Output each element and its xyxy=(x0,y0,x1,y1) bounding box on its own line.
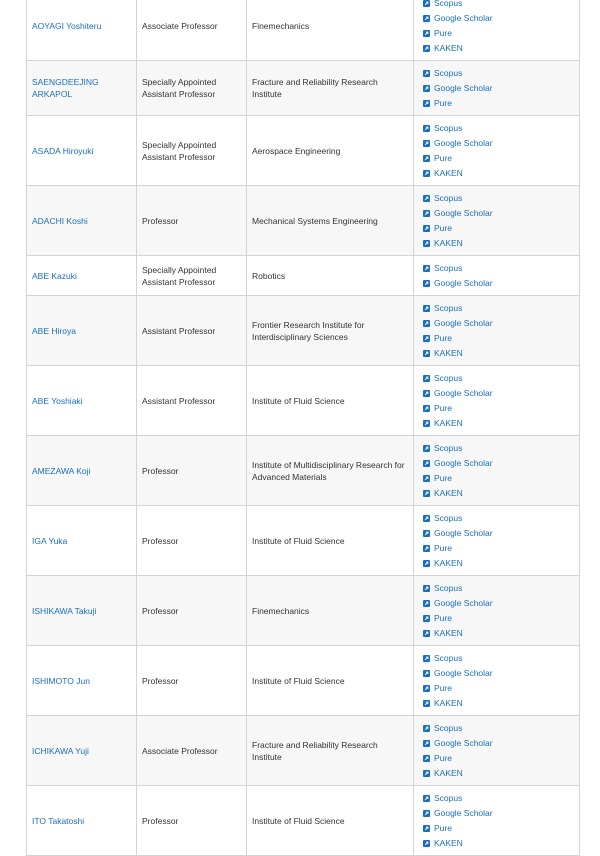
link-label[interactable]: KAKEN xyxy=(434,698,463,708)
link-label[interactable]: Pure xyxy=(434,223,452,233)
table-row xyxy=(27,256,580,296)
link-label[interactable]: Scopus xyxy=(434,263,463,273)
link-label[interactable]: Scopus xyxy=(434,513,463,523)
external-link-google-scholar[interactable] xyxy=(423,526,574,541)
external-link-icon xyxy=(423,280,430,287)
link-label[interactable]: Google Scholar xyxy=(434,668,493,678)
table-row xyxy=(27,716,580,786)
faculty-table xyxy=(26,0,580,856)
external-link-scopus[interactable] xyxy=(423,511,574,526)
external-link-pure[interactable] xyxy=(423,541,574,556)
department: Institute of Fluid Science xyxy=(247,366,414,436)
links-cell xyxy=(414,366,580,436)
external-link-google-scholar[interactable] xyxy=(423,276,574,291)
external-link-icon xyxy=(423,600,430,607)
link-label[interactable]: KAKEN xyxy=(434,838,463,848)
link-label[interactable]: Pure xyxy=(434,98,452,108)
external-link-kaken[interactable] xyxy=(423,556,574,571)
department: Frontier Research Institute for Interdisciplinary Sciences xyxy=(247,296,414,366)
external-link-icon xyxy=(423,515,430,522)
department: Mechanical Systems Engineering xyxy=(247,186,414,256)
department: Robotics xyxy=(247,256,414,296)
department: Institute of Multidisciplinary Research for Advanced Materials xyxy=(247,436,414,506)
external-link-google-scholar[interactable] xyxy=(423,596,574,611)
external-link-google-scholar[interactable] xyxy=(423,206,574,221)
link-label[interactable]: Scopus xyxy=(434,303,463,313)
position-title: Professor xyxy=(137,576,247,646)
external-link-icon xyxy=(423,420,430,427)
external-link-scopus[interactable] xyxy=(423,651,574,666)
external-link-pure[interactable] xyxy=(423,681,574,696)
name-cell xyxy=(27,786,137,856)
name-cell xyxy=(27,366,137,436)
external-link-kaken[interactable] xyxy=(423,236,574,251)
link-label[interactable]: KAKEN xyxy=(434,43,463,53)
link-label[interactable]: Scopus xyxy=(434,443,463,453)
link-label[interactable]: Scopus xyxy=(434,0,463,8)
external-link-icon xyxy=(423,0,430,7)
external-link-icon xyxy=(423,265,430,272)
link-label[interactable]: Pure xyxy=(434,333,452,343)
link-label[interactable]: Google Scholar xyxy=(434,138,493,148)
external-link-scopus[interactable] xyxy=(423,66,574,81)
links-cell xyxy=(414,0,580,61)
faculty-name-link[interactable]: ABE Hiroya xyxy=(32,325,76,336)
table-row xyxy=(27,116,580,186)
external-link-icon xyxy=(423,615,430,622)
external-link-google-scholar[interactable] xyxy=(423,81,574,96)
faculty-name-link[interactable]: ASADA Hiroyuki xyxy=(32,145,94,156)
external-link-icon xyxy=(423,85,430,92)
external-link-scopus[interactable] xyxy=(423,441,574,456)
name-cell xyxy=(27,256,137,296)
external-link-icon xyxy=(423,225,430,232)
links-cell xyxy=(414,116,580,186)
external-link-icon xyxy=(423,545,430,552)
external-link-icon xyxy=(423,140,430,147)
table-row xyxy=(27,576,580,646)
external-link-kaken[interactable] xyxy=(423,696,574,711)
external-link-google-scholar[interactable] xyxy=(423,316,574,331)
link-label[interactable]: KAKEN xyxy=(434,488,463,498)
faculty-name-link[interactable]: ICHIKAWA Yuji xyxy=(32,745,89,756)
faculty-name-link[interactable]: AMEZAWA Koji xyxy=(32,465,91,476)
link-label[interactable]: Pure xyxy=(434,613,452,623)
link-label[interactable]: Pure xyxy=(434,153,452,163)
position-title: Assistant Professor xyxy=(137,366,247,436)
links-cell xyxy=(414,646,580,716)
department: Institute of Fluid Science xyxy=(247,786,414,856)
link-label[interactable]: Pure xyxy=(434,473,452,483)
external-link-icon xyxy=(423,725,430,732)
link-label[interactable]: Pure xyxy=(434,823,452,833)
link-label[interactable]: Pure xyxy=(434,28,452,38)
external-link-kaken[interactable] xyxy=(423,416,574,431)
external-link-kaken[interactable] xyxy=(423,486,574,501)
external-link-icon xyxy=(423,15,430,22)
link-label[interactable]: Scopus xyxy=(434,373,463,383)
links-cell xyxy=(414,716,580,786)
department: Finemechanics xyxy=(247,0,414,61)
link-label[interactable]: Scopus xyxy=(434,723,463,733)
external-link-icon xyxy=(423,210,430,217)
external-link-kaken[interactable] xyxy=(423,836,574,851)
department: Aerospace Engineering xyxy=(247,116,414,186)
position-title: Professor xyxy=(137,646,247,716)
faculty-name-link[interactable]: ABE Kazuki xyxy=(32,270,77,281)
position-title: Professor xyxy=(137,506,247,576)
name-cell xyxy=(27,506,137,576)
link-label[interactable]: KAKEN xyxy=(434,168,463,178)
name-cell xyxy=(27,116,137,186)
external-link-icon xyxy=(423,445,430,452)
external-link-icon xyxy=(423,560,430,567)
table-row xyxy=(27,436,580,506)
link-label[interactable]: Scopus xyxy=(434,68,463,78)
external-link-kaken[interactable] xyxy=(423,626,574,641)
external-link-kaken[interactable] xyxy=(423,41,574,56)
links-cell xyxy=(414,61,580,116)
external-link-google-scholar[interactable] xyxy=(423,736,574,751)
external-link-icon xyxy=(423,770,430,777)
external-link-icon xyxy=(423,100,430,107)
faculty-name-link[interactable]: AOYAGI Yoshiteru xyxy=(32,20,102,31)
position-title: Professor xyxy=(137,186,247,256)
position-title: Professor xyxy=(137,436,247,506)
external-link-google-scholar[interactable] xyxy=(423,666,574,681)
external-link-scopus[interactable] xyxy=(423,791,574,806)
external-link-icon xyxy=(423,305,430,312)
external-link-icon xyxy=(423,405,430,412)
external-link-pure[interactable] xyxy=(423,26,574,41)
external-link-google-scholar[interactable] xyxy=(423,456,574,471)
faculty-name-link[interactable]: IGA Yuka xyxy=(32,535,68,546)
link-label[interactable]: Pure xyxy=(434,543,452,553)
external-link-scopus[interactable] xyxy=(423,261,574,276)
name-cell xyxy=(27,646,137,716)
faculty-name-link[interactable]: ISHIKAWA Takuji xyxy=(32,605,97,616)
position-title: Specially Appointed Assistant Professor xyxy=(137,61,247,116)
department: Institute of Fluid Science xyxy=(247,646,414,716)
external-link-pure[interactable] xyxy=(423,611,574,626)
name-cell xyxy=(27,296,137,366)
external-link-kaken[interactable] xyxy=(423,346,574,361)
faculty-name-link[interactable]: ABE Yoshiaki xyxy=(32,395,83,406)
name-cell xyxy=(27,716,137,786)
external-link-scopus[interactable] xyxy=(423,581,574,596)
external-link-pure[interactable] xyxy=(423,751,574,766)
external-link-icon xyxy=(423,840,430,847)
external-link-google-scholar[interactable] xyxy=(423,806,574,821)
link-label[interactable]: Pure xyxy=(434,753,452,763)
external-link-pure[interactable] xyxy=(423,471,574,486)
link-label[interactable]: KAKEN xyxy=(434,418,463,428)
table-row xyxy=(27,186,580,256)
link-label[interactable]: Pure xyxy=(434,683,452,693)
external-link-icon xyxy=(423,390,430,397)
external-link-icon xyxy=(423,825,430,832)
external-link-kaken[interactable] xyxy=(423,766,574,781)
external-link-icon xyxy=(423,630,430,637)
external-link-icon xyxy=(423,490,430,497)
faculty-name-link[interactable]: ISHIMOTO Jun xyxy=(32,675,90,686)
external-link-icon xyxy=(423,700,430,707)
external-link-icon xyxy=(423,125,430,132)
external-link-icon xyxy=(423,685,430,692)
position-title: Associate Professor xyxy=(137,0,247,61)
position-title: Professor xyxy=(137,786,247,856)
external-link-scopus[interactable] xyxy=(423,0,574,11)
links-cell xyxy=(414,186,580,256)
external-link-scopus[interactable] xyxy=(423,371,574,386)
link-label[interactable]: Google Scholar xyxy=(434,388,493,398)
link-label[interactable]: Google Scholar xyxy=(434,528,493,538)
external-link-pure[interactable] xyxy=(423,96,574,111)
external-link-icon xyxy=(423,350,430,357)
external-link-pure[interactable] xyxy=(423,821,574,836)
link-label[interactable]: Google Scholar xyxy=(434,598,493,608)
external-link-icon xyxy=(423,240,430,247)
external-link-scopus[interactable] xyxy=(423,121,574,136)
external-link-icon xyxy=(423,810,430,817)
link-label[interactable]: Scopus xyxy=(434,583,463,593)
link-label[interactable]: Google Scholar xyxy=(434,808,493,818)
external-link-icon xyxy=(423,670,430,677)
external-link-google-scholar[interactable] xyxy=(423,386,574,401)
table-row xyxy=(27,296,580,366)
link-label[interactable]: Google Scholar xyxy=(434,278,493,288)
links-cell xyxy=(414,786,580,856)
faculty-name-link[interactable]: ITO Takatoshi xyxy=(32,815,85,826)
external-link-pure[interactable] xyxy=(423,401,574,416)
position-title: Associate Professor xyxy=(137,716,247,786)
external-link-icon xyxy=(423,30,430,37)
external-link-pure[interactable] xyxy=(423,151,574,166)
table-row xyxy=(27,506,580,576)
faculty-name-link[interactable]: SAENGDEEJING ARKAPOL xyxy=(32,77,99,99)
department: Institute of Fluid Science xyxy=(247,506,414,576)
links-cell xyxy=(414,436,580,506)
link-label[interactable]: KAKEN xyxy=(434,558,463,568)
link-label[interactable]: Google Scholar xyxy=(434,738,493,748)
links-cell xyxy=(414,256,580,296)
external-link-icon xyxy=(423,755,430,762)
link-label[interactable]: Scopus xyxy=(434,123,463,133)
link-label[interactable]: KAKEN xyxy=(434,628,463,638)
external-link-icon xyxy=(423,375,430,382)
link-label[interactable]: Google Scholar xyxy=(434,13,493,23)
department: Finemechanics xyxy=(247,576,414,646)
position-title: Specially Appointed Assistant Professor xyxy=(137,256,247,296)
position-title: Assistant Professor xyxy=(137,296,247,366)
link-label[interactable]: Scopus xyxy=(434,653,463,663)
faculty-name-link[interactable]: ADACHI Koshi xyxy=(32,215,88,226)
link-label[interactable]: KAKEN xyxy=(434,768,463,778)
external-link-icon xyxy=(423,320,430,327)
name-cell xyxy=(27,186,137,256)
links-cell xyxy=(414,576,580,646)
external-link-icon xyxy=(423,335,430,342)
external-link-pure[interactable] xyxy=(423,331,574,346)
external-link-google-scholar[interactable] xyxy=(423,136,574,151)
external-link-icon xyxy=(423,70,430,77)
links-cell xyxy=(414,296,580,366)
name-cell xyxy=(27,0,137,61)
link-label[interactable]: Scopus xyxy=(434,193,463,203)
external-link-icon xyxy=(423,155,430,162)
link-label[interactable]: Google Scholar xyxy=(434,318,493,328)
external-link-pure[interactable] xyxy=(423,221,574,236)
link-label[interactable]: KAKEN xyxy=(434,238,463,248)
external-link-scopus[interactable] xyxy=(423,191,574,206)
table-row xyxy=(27,646,580,716)
external-link-kaken[interactable] xyxy=(423,166,574,181)
name-cell xyxy=(27,436,137,506)
external-link-icon xyxy=(423,170,430,177)
link-label[interactable]: Google Scholar xyxy=(434,208,493,218)
link-label[interactable]: Scopus xyxy=(434,793,463,803)
external-link-scopus[interactable] xyxy=(423,301,574,316)
external-link-icon xyxy=(423,475,430,482)
external-link-icon xyxy=(423,795,430,802)
link-label[interactable]: Google Scholar xyxy=(434,458,493,468)
external-link-icon xyxy=(423,655,430,662)
table-row xyxy=(27,0,580,61)
external-link-scopus[interactable] xyxy=(423,721,574,736)
department: Fracture and Reliability Research Institute xyxy=(247,61,414,116)
name-cell xyxy=(27,576,137,646)
external-link-icon xyxy=(423,195,430,202)
external-link-icon xyxy=(423,460,430,467)
external-link-icon xyxy=(423,530,430,537)
table-row xyxy=(27,366,580,436)
external-link-icon xyxy=(423,740,430,747)
links-cell xyxy=(414,506,580,576)
department: Fracture and Reliability Research Institute xyxy=(247,716,414,786)
link-label[interactable]: Pure xyxy=(434,403,452,413)
external-link-google-scholar[interactable] xyxy=(423,11,574,26)
link-label[interactable]: KAKEN xyxy=(434,348,463,358)
name-cell xyxy=(27,61,137,116)
external-link-icon xyxy=(423,45,430,52)
table-row xyxy=(27,786,580,856)
position-title: Specially Appointed Assistant Professor xyxy=(137,116,247,186)
table-row xyxy=(27,61,580,116)
link-label[interactable]: Google Scholar xyxy=(434,83,493,93)
external-link-icon xyxy=(423,585,430,592)
